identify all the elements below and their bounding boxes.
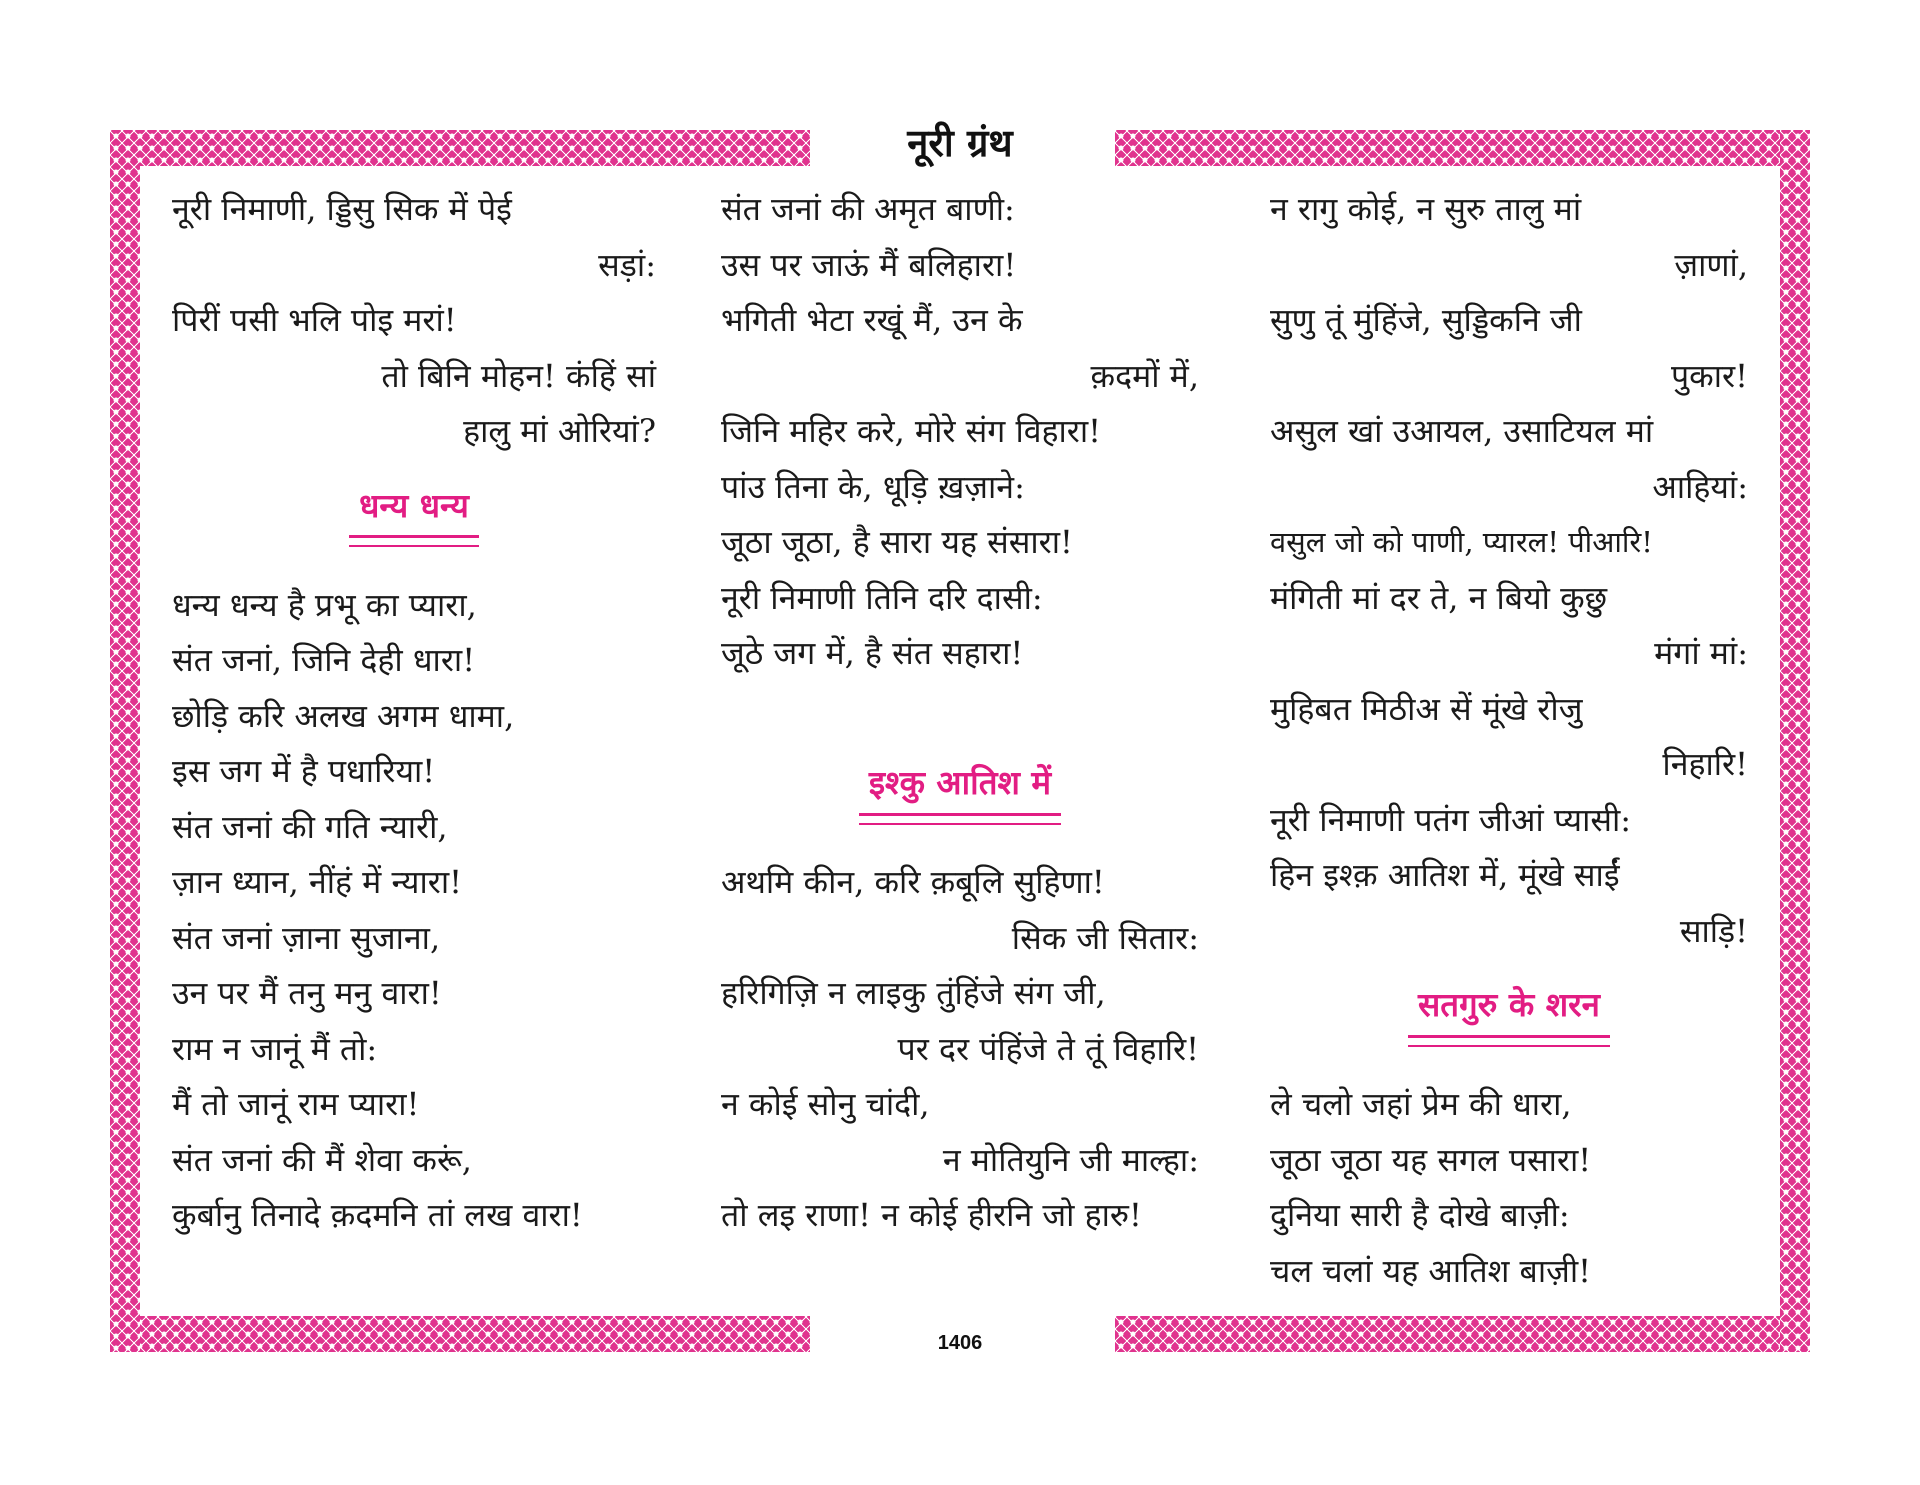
verse-line: असुल खां उआयल, उसाटियल मां <box>1270 412 1654 450</box>
verse-line: संत जनां की गति न्यारी, <box>172 807 448 846</box>
verse-line: उस पर जाऊं मैं बलिहारा! <box>721 245 1017 284</box>
verse-line: संत जनां की मैं शेवा करूं, <box>172 1140 472 1179</box>
verse-line: सिक जी सितार: <box>1011 918 1199 957</box>
page-number: 1406 <box>900 1326 1020 1360</box>
verse-line: जिनि महिर करे, मोरे संग विहारा! <box>721 412 1102 450</box>
verse-line: ले चलो जहां प्रेम की धारा, <box>1270 1085 1572 1123</box>
verse-line: न कोई सोनु चांदी, <box>721 1085 930 1123</box>
verse-line: ज़ाणां, <box>1674 245 1748 284</box>
border-bottom-left <box>110 1316 810 1352</box>
section-heading <box>172 460 656 533</box>
verse-line: इस जग में है पधारिया! <box>172 752 436 790</box>
verse-line: हिन इश्क़ आतिश में, मूंखे साईं <box>1270 856 1620 894</box>
verse-line: हालु मां ओरियां? <box>463 412 656 450</box>
verse-line: छोड़ि करि अलख अगम धामा, <box>172 696 515 735</box>
verse-line: संत जनां, जिनि देही धारा! <box>172 641 476 679</box>
section-heading-text: धन्य धन्य <box>359 478 469 548</box>
section-heading <box>721 737 1199 810</box>
verse-line: जूठा जूठा यह सगल पसारा! <box>1270 1140 1592 1179</box>
verse-line: ज़ान ध्यान, नींहं में न्यारा! <box>172 863 462 901</box>
verse-line: वसुल जो को पाणी, प्यारल! पीआरि! <box>1270 525 1653 559</box>
verse-line: पांउ तिना के, धूड़ि ख़ज़ाने: <box>721 467 1025 506</box>
verse-line: धन्य धन्य है प्रभू का प्यारा, <box>172 585 477 624</box>
verse-line: दुनिया सारी है दोखे बाज़ी: <box>1270 1196 1570 1234</box>
verse-line: नूरी निमाणी पतंग जीआं प्यासी: <box>1270 800 1632 839</box>
verse-line: न मोतियुनि जी माल्हा: <box>942 1140 1199 1179</box>
border-top-left <box>110 130 810 166</box>
border-bottom-right <box>1115 1316 1810 1352</box>
verse-line: जूठे जग में, है संत सहारा! <box>721 634 1024 672</box>
verse-line: न रागु कोई, न सुरु तालु मां <box>1270 190 1582 228</box>
verse-line: मंगां मां: <box>1654 634 1748 672</box>
verse-line: राम न जानूं मैं तो: <box>172 1029 378 1068</box>
verse-line: पिरीं पसी भलि पोइ मरां! <box>172 301 457 339</box>
section-heading-text: इश्कु आतिश में <box>869 755 1051 825</box>
verse-line: नूरी निमाणी, ड्डिसु सिक में पेई <box>172 190 512 228</box>
verse-line: तो बिनि मोहन! कंहिं सां <box>381 356 656 395</box>
verse-line: पुकार! <box>1671 356 1748 395</box>
verse-line: मुहिबत मिठीअ सें मूंखे रोजु <box>1270 689 1583 728</box>
verse-line: साड़ि! <box>1679 911 1748 950</box>
verse-line: पर दर पंहिंजे ते तूं विहारि! <box>897 1029 1199 1068</box>
verse-line: भगिती भेटा रखूं मैं, उन के <box>721 301 1023 339</box>
verse-line: उन पर मैं तनु मनु वारा! <box>172 974 442 1012</box>
verse-line: सड़ां: <box>598 245 656 284</box>
verse-line: क़दमों में, <box>1090 356 1199 395</box>
verse-line: मैं तो जानूं राम प्यारा! <box>172 1085 420 1123</box>
verse-line: सुणु तूं मुंहिंजे, सुड्डिकनि जी <box>1270 301 1582 339</box>
page-title: नूरी ग्रंथ <box>810 118 1110 168</box>
verse-line: अथमि कीन, करि क़बूलि सुहिणा! <box>721 863 1105 901</box>
section-heading <box>1270 959 1748 1032</box>
border-right <box>1780 130 1810 1352</box>
border-left <box>110 130 140 1352</box>
verse-line: जूठा जूठा, है सारा यह संसारा! <box>721 523 1073 561</box>
verse-line: संत जनां ज़ाना सुजाना, <box>172 918 441 957</box>
verse-line: कुर्बानु तिनादे क़दमनि तां लख वारा! <box>172 1196 583 1234</box>
column-right <box>1270 182 1748 1299</box>
verse-line: मंगिती मां दर ते, न बियो कुछु <box>1270 578 1608 617</box>
column-middle <box>721 182 1199 1244</box>
verse-line: चल चलां यह आतिश बाज़ी! <box>1270 1251 1592 1290</box>
verse-line: तो लइ राणा! न कोई हीरनि जो हारु! <box>721 1196 1142 1234</box>
border-top-right <box>1115 130 1810 166</box>
column-left <box>172 182 656 1244</box>
verse-line: आहियां: <box>1652 467 1748 506</box>
verse-line: संत जनां की अमृत बाणी: <box>721 190 1015 228</box>
section-heading-text: सतगुरु के शरन <box>1418 977 1600 1047</box>
verse-line: हरिगिज़ि न लाइकु तुंहिंजे संग जी, <box>721 974 1106 1012</box>
verse-line: निहारि! <box>1662 745 1748 783</box>
verse-line: नूरी निमाणी तिनि दरि दासी: <box>721 578 1043 617</box>
